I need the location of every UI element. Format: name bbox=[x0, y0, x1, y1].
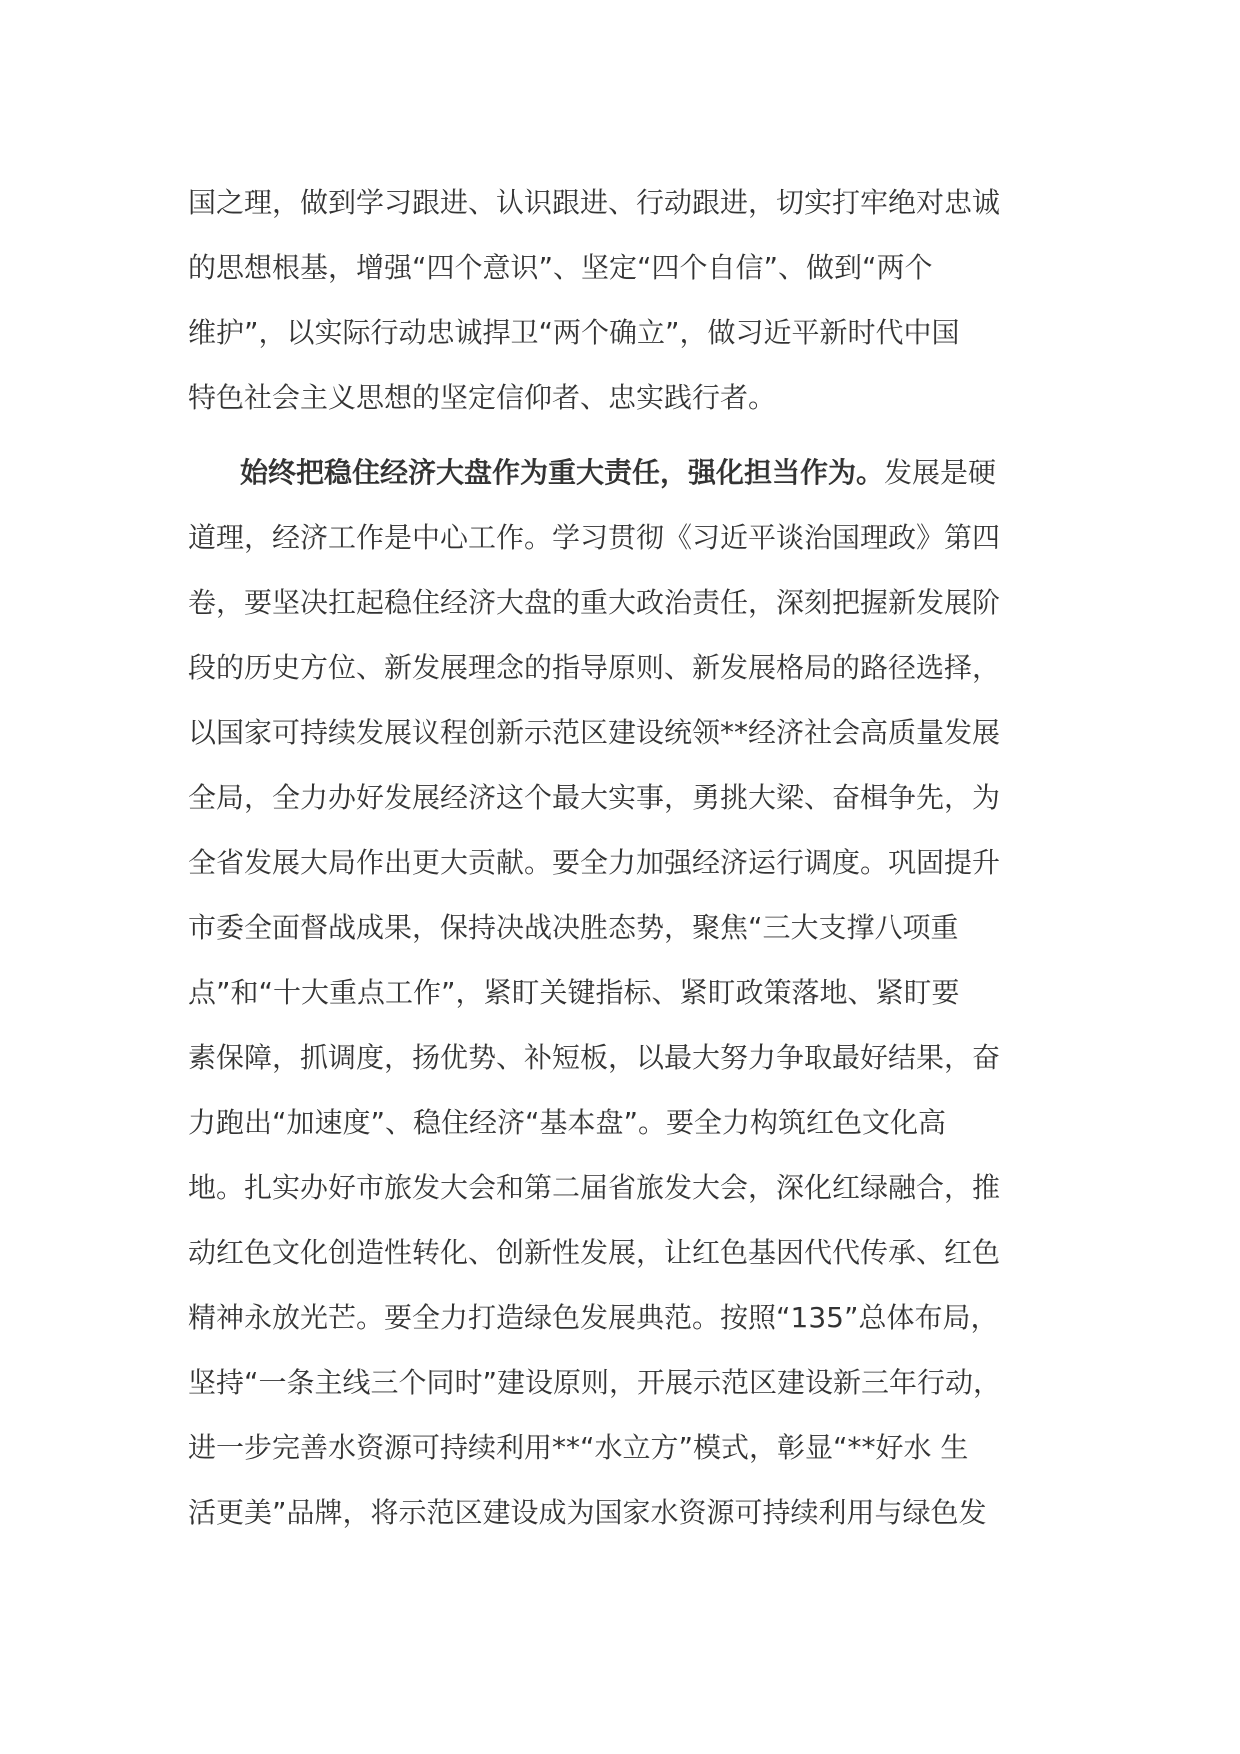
text-line: 素保障，抓调度，扬优势、补短板，以最大努力争取最好结果，奋 bbox=[188, 1041, 1001, 1074]
text-line: 精神永放光芒。要全力打造绿色发展典范。按照“135”总体布局， bbox=[188, 1301, 999, 1334]
text-line: 进一步完善水资源可持续利用**“水立方”模式，彰显“**好水 生 bbox=[188, 1431, 969, 1464]
paragraph-heading: 始终把稳住经济大盘作为重大责任，强化担当作为。 bbox=[240, 456, 885, 489]
text-line: 活更美”品牌，将示范区建设成为国家水资源可持续利用与绿色发 bbox=[188, 1496, 987, 1529]
text-line: 道理，经济工作是中心工作。学习贯彻《习近平谈治国理政》第四 bbox=[188, 521, 1001, 554]
text-line: 以国家可持续发展议程创新示范区建设统领**经济社会高质量发展 bbox=[188, 716, 1001, 749]
text-line: 的思想根基，增强“四个意识”、坚定“四个自信”、做到“两个 bbox=[188, 251, 933, 284]
text-line: 地。扎实办好市旅发大会和第二届省旅发大会，深化红绿融合，推 bbox=[188, 1171, 1001, 1204]
text-line: 点”和“十大重点工作”，紧盯关键指标、紧盯政策落地、紧盯要 bbox=[188, 976, 960, 1009]
text-line: 全局，全力办好发展经济这个最大实事，勇挑大梁、奋楫争先，为 bbox=[188, 781, 1001, 814]
text-line: 段的历史方位、新发展理念的指导原则、新发展格局的路径选择， bbox=[188, 651, 1001, 684]
paragraph-2 bbox=[188, 440, 1088, 1545]
text-line: 特色社会主义思想的坚定信仰者、忠实践行者。 bbox=[188, 381, 777, 414]
body-text bbox=[188, 170, 1088, 1545]
text-line: 维护”，以实际行动忠诚捍卫“两个确立”，做习近平新时代中国 bbox=[188, 316, 960, 349]
paragraph-spacer bbox=[188, 430, 1088, 440]
text-line: 动红色文化创造性转化、创新性发展，让红色基因代代传承、红色 bbox=[188, 1236, 1001, 1269]
paragraph-first-line bbox=[188, 440, 1088, 505]
text-line: 国之理，做到学习跟进、认识跟进、行动跟进，切实打牢绝对忠诚 bbox=[188, 186, 1001, 219]
paragraph-1 bbox=[188, 170, 1088, 430]
paragraph-first-line-rest: 发展是硬 bbox=[884, 456, 997, 489]
text-line: 坚持“一条主线三个同时”建设原则，开展示范区建设新三年行动， bbox=[188, 1366, 1002, 1399]
text-line: 全省发展大局作出更大贡献。要全力加强经济运行调度。巩固提升 bbox=[188, 846, 1001, 879]
text-line: 市委全面督战成果，保持决战决胜态势，聚焦“三大支撑八项重 bbox=[188, 911, 959, 944]
text-line: 卷，要坚决扛起稳住经济大盘的重大政治责任，深刻把握新发展阶 bbox=[188, 586, 1001, 619]
text-line: 力跑出“加速度”、稳住经济“基本盘”。要全力构筑红色文化高 bbox=[188, 1106, 947, 1139]
